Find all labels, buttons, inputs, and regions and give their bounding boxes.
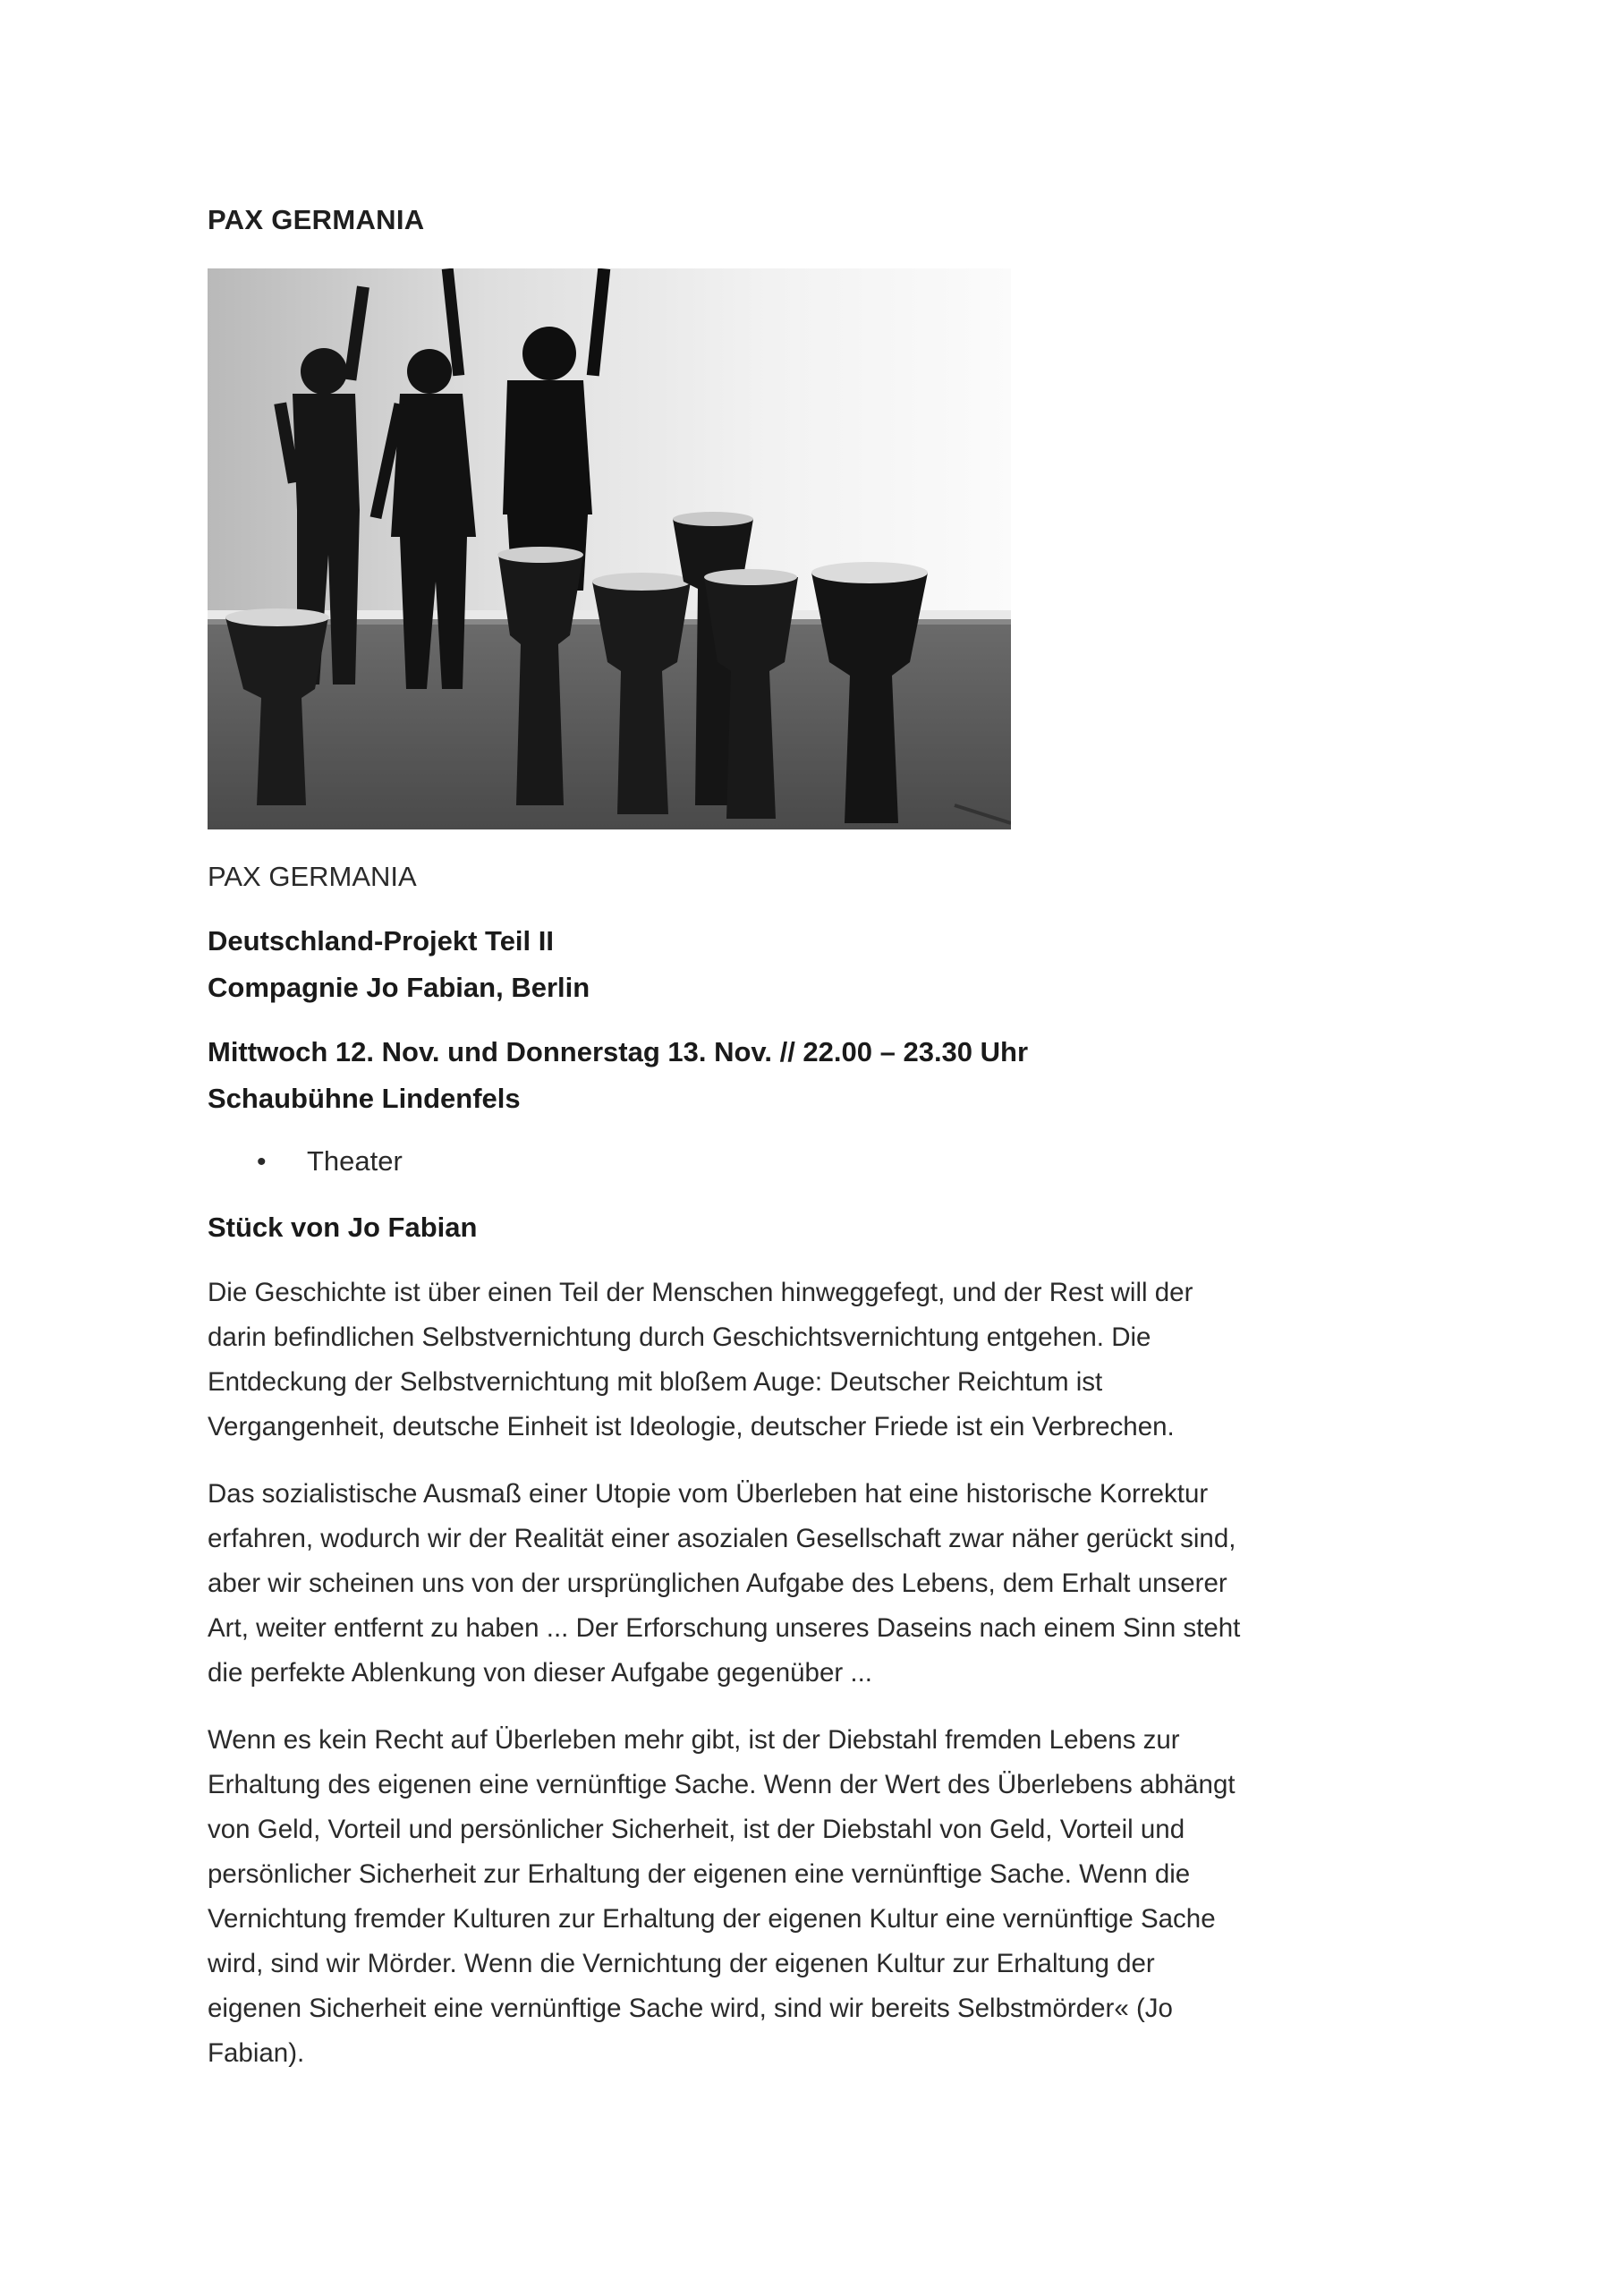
- article-paragraph-3: [208, 1718, 1442, 2076]
- article-paragraph-2: [208, 1472, 1442, 1696]
- paragraph-line: eigenen Sicherheit eine vernünftige Sache wird, sind wir bereits Selbstmörder« (Jo: [208, 1994, 1173, 2023]
- performance-photo: [208, 268, 1011, 829]
- photo-caption: PAX GERMANIA: [208, 861, 417, 892]
- paragraph-line: die perfekte Ablenkung von dieser Aufgabe gegenüber ...: [208, 1658, 872, 1688]
- paragraph-line: persönlicher Sicherheit zur Erhaltung der eigenen eine vernünftige Sache. Wenn die: [208, 1859, 1191, 1889]
- paragraph-line: Fabian).: [208, 2038, 305, 2068]
- paragraph-line: erfahren, wodurch wir der Realität einer asozialen Gesellschaft zwar näher gerückt sind,: [208, 1524, 1236, 1553]
- category-item: • Theater: [257, 1145, 403, 1178]
- schedule-venue: Schaubühne Lindenfels: [208, 1083, 521, 1114]
- category-list: [257, 1145, 403, 1178]
- subtitle-line: Compagnie Jo Fabian, Berlin: [208, 972, 590, 1003]
- paragraph-line: Wenn es kein Recht auf Überleben mehr gibt, ist der Diebstahl fremden Lebens zur: [208, 1725, 1180, 1755]
- paragraph-line: wird, sind wir Mörder. Wenn die Vernichtung der eigenen Kultur zur Erhaltung der: [208, 1949, 1155, 1978]
- article-heading: Stück von Jo Fabian: [208, 1212, 478, 1243]
- paragraph-line: darin befindlichen Selbstvernichtung durch Geschichtsvernichtung entgehen. Die: [208, 1322, 1151, 1352]
- subtitle-line: Deutschland-Projekt Teil II: [208, 925, 555, 957]
- paragraph-line: von Geld, Vorteil und persönlicher Sicherheit, ist der Diebstahl von Geld, Vorteil und: [208, 1815, 1185, 1844]
- paragraph-line: Vergangenheit, deutsche Einheit ist Ideologie, deutscher Friede ist ein Verbrechen.: [208, 1412, 1175, 1441]
- paragraph-line: Entdeckung der Selbstvernichtung mit bloßem Auge: Deutscher Reichtum ist: [208, 1367, 1103, 1397]
- paragraph-line: aber wir scheinen uns von der ursprünglichen Aufgabe des Lebens, dem Erhalt unserer: [208, 1569, 1227, 1598]
- event-subtitle: [208, 918, 590, 1011]
- article-paragraph-1: [208, 1271, 1442, 1450]
- page-title: PAX GERMANIA: [208, 204, 425, 235]
- paragraph-line: Die Geschichte ist über einen Teil der Menschen hinweggefegt, und der Rest will der: [208, 1278, 1193, 1307]
- paragraph-line: Vernichtung fremder Kulturen zur Erhaltung der eigenen Kultur eine vernünftige Sache: [208, 1904, 1216, 1934]
- event-schedule: [208, 1029, 1028, 1122]
- schedule-date: Mittwoch 12. Nov. und Donnerstag 13. Nov. // 22.00 – 23.30 Uhr: [208, 1036, 1029, 1067]
- paragraph-line: Das sozialistische Ausmaß einer Utopie vom Überleben hat eine historische Korrektur: [208, 1479, 1209, 1509]
- paragraph-line: Erhaltung des eigenen eine vernünftige Sache. Wenn der Wert des Überlebens abhängt: [208, 1770, 1236, 1799]
- paragraph-line: Art, weiter entfernt zu haben ... Der Erforschung unseres Daseins nach einem Sinn steht: [208, 1613, 1241, 1643]
